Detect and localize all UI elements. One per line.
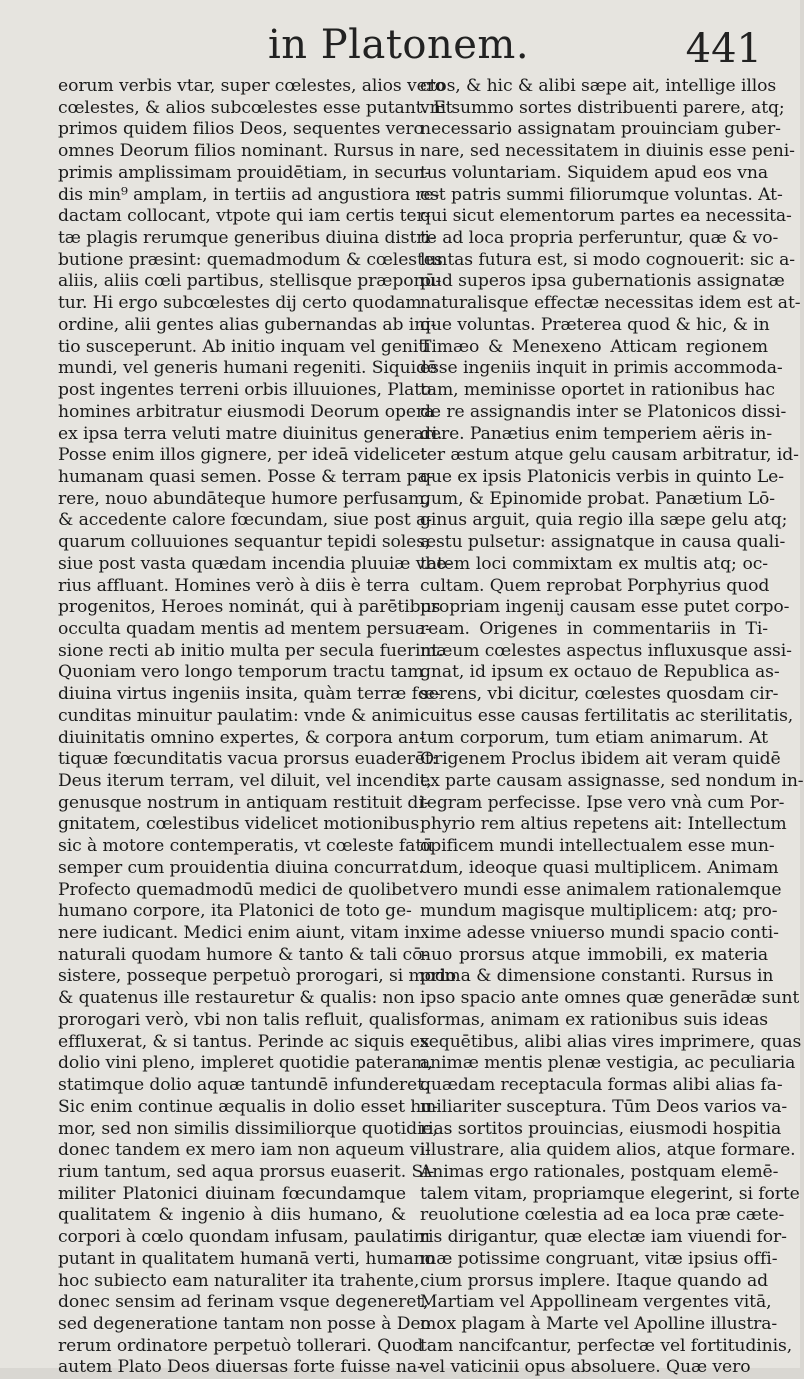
text-line: Quoniam vero longo temporum tractu tam	[58, 662, 424, 683]
right-column	[420, 76, 804, 1379]
page-number: 441	[685, 26, 762, 72]
text-line: ginus arguit, quia regio illa sæpe gelu atq;	[420, 510, 788, 531]
text-line: qui sicut elementorum partes ea necessita-	[420, 206, 792, 227]
text-line: ordine, alii gentes alias gubernandas ab ini-	[58, 314, 437, 335]
text-line: dactam collocant, vtpote qui iam certis ter-	[58, 206, 431, 227]
text-line: vni summo sortes distribuenti parere, atq;	[420, 97, 785, 118]
text-line: donec tandem ex mero iam non aqueum vi-	[58, 1140, 431, 1161]
text-line: rius affluant. Homines verò à diis è terra	[58, 575, 410, 596]
text-line: mundum magisque multiplicem: atq; pro-	[420, 901, 778, 922]
text-line: effluxerat, & si tantus. Perinde ac siquis ex	[58, 1031, 430, 1052]
text-line: genusque nostrum in antiquam restituit di-	[58, 792, 430, 813]
text-line: putant in qualitatem humanā verti, humano	[58, 1248, 435, 1269]
text-line: militer Platonici diuinam fœcundamque	[58, 1183, 406, 1204]
text-line: gnat, id ipsum ex octauo de Republica as-	[420, 662, 780, 683]
text-line: eorum verbis vtar, super cœlestes, alios vero	[58, 76, 446, 96]
text-line: quarum colluuiones sequantur tepidi soles,	[58, 532, 431, 553]
text-line: butione præsint: quemadmodum & cœlestes	[58, 249, 443, 270]
text-line: naturalisque effectæ necessitas idem est at-	[420, 293, 801, 314]
text-line: gnitatem, cœlestibus videlicet motionibus	[58, 814, 420, 835]
text-line: semper cum prouidentia diuina concurrat.	[58, 857, 424, 878]
page-header	[0, 18, 800, 74]
text-line: tam, meminisse oportet in rationibus hac	[420, 380, 775, 401]
text-line: est patris summi filiorumque voluntas. At-	[420, 184, 783, 205]
text-line: pud superos ipsa gubernationis assignatæ	[420, 271, 785, 292]
text-line: tus voluntariam. Siquidem apud eos vna	[420, 162, 768, 183]
text-line: talem vitam, propriamque elegerint, si forte	[420, 1183, 800, 1204]
text-line: reuolutione cœlestia ad ea loca præ cæte-	[420, 1205, 785, 1226]
text-line: & quatenus ille restauretur & qualis: non	[58, 988, 415, 1009]
text-line: formas, animam ex rationibus suis ideas	[420, 1009, 768, 1030]
text-columns	[0, 76, 804, 1378]
text-line: ex parte causam assignasse, sed nondum in-	[420, 771, 804, 791]
text-line: humanam quasi semen. Posse & terram pa-	[58, 466, 434, 487]
text-line: quædam receptacula formas alibi alias fa-	[420, 1075, 783, 1096]
text-line: sione recti ab initio multa per secula fuerint.	[58, 640, 444, 661]
text-line: progenitos, Heroes nominát, qui à parētibus	[58, 597, 441, 618]
text-line: necessario assignatam prouinciam guber-	[420, 119, 781, 140]
text-line: ter æstum atque gelu causam arbitratur, id-	[420, 445, 799, 466]
text-line: dis min⁹ amplam, in tertiis ad angustiora re-	[58, 184, 440, 205]
text-line: Deus iterum terram, vel diluit, vel incendit,	[58, 771, 432, 791]
text-line: ex ipsa terra veluti matre diuinitus generari.	[58, 423, 443, 444]
text-line: esse ingeniis inquit in primis accommoda-	[420, 358, 783, 379]
text-line: naturali quodam humore & tanto & tali cō-	[58, 944, 429, 965]
text-line: humano corpore, ita Platonici de toto ge-	[58, 901, 412, 922]
text-line: que voluntas. Præterea quod & hic, & in	[420, 314, 770, 335]
text-line: vero mundi esse animalem rationalemque	[420, 879, 782, 900]
text-line: tum corporum, tum etiam animarum. At	[420, 727, 768, 748]
text-line: que ex ipsis Platonicis verbis in quinto Le-	[420, 466, 784, 487]
text-line: xime adesse vniuerso mundi spacio conti-	[420, 923, 779, 944]
text-line: post ingentes terreni orbis illuuiones, Plato	[58, 380, 432, 401]
text-line: æstu pulsetur: assignatque in causa quali-	[420, 532, 786, 553]
text-line: hoc subiecto eam naturaliter ita trahente,	[58, 1270, 420, 1291]
text-line: sic à motore contemperatis, vt cœleste fatū	[58, 836, 434, 857]
text-line: mor, sed non similis dissimiliorque quotidie,	[58, 1118, 438, 1139]
text-line: Posse enim illos gignere, per ideā videlicet	[58, 445, 428, 466]
text-line: sequētibus, alibi alias vires imprimere, quas	[420, 1031, 802, 1052]
text-line: primis amplissimam prouidētiam, in secun-	[58, 162, 431, 183]
text-line: ream. Origenes in commentariis in Ti-	[420, 618, 768, 639]
text-line: opificem mundi intellectualem esse mun-	[420, 836, 775, 857]
text-line: tio susceperunt. Ab initio inquam vel geniti	[58, 336, 431, 357]
text-line: Profecto quemadmodū medici de quolibet	[58, 879, 419, 900]
text-line: cuitus esse causas fertilitatis ac sterilitatis,	[420, 705, 794, 726]
text-line: diuina virtus ingeniis insita, quàm terræ fœ-	[58, 684, 441, 705]
text-line: cunditas minuitur paulatim: vnde & animi	[58, 705, 420, 726]
text-line: vel vaticinii opus absoluere. Quæ vero	[420, 1357, 751, 1378]
text-line: rium tantum, sed aqua prorsus euaserit. Si-	[58, 1161, 435, 1182]
text-line: dere. Panætius enim temperiem aëris in-	[420, 423, 773, 444]
text-line: siue post vasta quædam incendia pluuiæ vbe-	[58, 553, 452, 574]
text-line: primos quidem filios Deos, sequentes vero	[58, 119, 424, 140]
text-line: Sic enim continue æqualis in dolio esset hu-	[58, 1096, 438, 1117]
text-line: rerum ordinatore perpetuò tollerari. Quod	[58, 1335, 424, 1356]
text-line: mæ potissime congruant, vitæ ipsius offi-	[420, 1248, 778, 1269]
text-line: miliariter susceptura. Tūm Deos varios va-	[420, 1096, 788, 1117]
text-line: animæ mentis plenæ vestigia, ac peculiaria	[420, 1053, 796, 1074]
text-line: & accedente calore fœcundam, siue post a-	[58, 510, 432, 531]
text-line: Animas ergo rationales, postquam elemē-	[420, 1161, 779, 1182]
text-line: prima & dimensione constanti. Rursus in	[420, 966, 774, 987]
text-line: corpori à cœlo quondam infusam, paulatim	[58, 1227, 430, 1248]
text-line: rias sortitos prouincias, eiusmodi hospitia	[420, 1118, 782, 1139]
left-column	[58, 76, 457, 1379]
running-title: in Platonem.	[268, 22, 530, 68]
text-line: de re assignandis inter se Platonicos dissi-	[420, 401, 787, 422]
text-line: illustrare, alia quidem alios, atque formare.	[420, 1140, 796, 1161]
text-line: sistere, posseque perpetuò prorogari, si modo	[58, 966, 457, 987]
text-line: gum, & Epinomide probat. Panætium Lō-	[420, 488, 775, 509]
text-line: nare, sed necessitatem in diuinis esse peni-	[420, 141, 795, 162]
text-line: ris dirigantur, quæ electæ iam viuendi for-	[420, 1227, 787, 1248]
text-line: sed degeneratione tantam non posse à Deo	[58, 1313, 431, 1334]
text-line: Origenem Proclus ibidem ait veram quidē	[420, 749, 781, 770]
text-line: nuo prorsus atque immobili, ex materia	[420, 944, 768, 965]
text-line: dum, ideoque quasi multiplicem. Animam	[420, 857, 779, 878]
text-line: nere iudicant. Medici enim aiunt, vitam in	[58, 923, 421, 944]
text-line: mæum cœlestes aspectus influxusque assi-	[420, 640, 792, 661]
text-line: cœlestes, & alios subcœlestes esse putant. Et	[58, 97, 453, 118]
text-line: autem Plato Deos diuersas forte fuisse na-	[58, 1357, 423, 1378]
text-line: homines arbitratur eiusmodi Deorum opera	[58, 401, 435, 422]
text-line: ipso spacio ante omnes quæ generādæ sunt	[420, 988, 800, 1009]
text-line: ctos, & hic & alibi sæpe ait, intellige illos	[420, 76, 777, 96]
text-line: cium prorsus implere. Itaque quando ad	[420, 1270, 768, 1291]
text-line: aliis, aliis cœli partibus, stellisque præponū-	[58, 271, 442, 292]
text-line: luntas futura est, si modo cognouerit: sic a-	[420, 249, 795, 270]
text-line: mundi, vel generis humani regeniti. Siquidē	[58, 358, 438, 379]
text-line: serens, vbi dicitur, cœlestes quosdam cir-	[420, 684, 779, 705]
text-line: statimque dolio aquæ tantundē infunderet.	[58, 1075, 430, 1096]
text-line: tam nancifcantur, perfectæ vel fortitudinis,	[420, 1335, 793, 1356]
text-line: rere, nouo abundāteque humore perfusam,	[58, 488, 430, 509]
text-line: tæ plagis rerumque generibus diuina distri-	[58, 228, 436, 249]
text-line: cultam. Quem reprobat Porphyrius quod	[420, 575, 770, 596]
text-line: Martiam vel Appollineam vergentes vitā,	[420, 1292, 772, 1313]
text-line: dolio vini pleno, impleret quotidie pateram,	[58, 1053, 433, 1074]
text-line: tatem loci commixtam ex multis atq; oc-	[420, 553, 768, 574]
text-line: Timæo & Menexeno Atticam regionem	[420, 336, 768, 357]
text-line: tiquæ fœcunditatis vacua prorsus euaderēt:	[58, 749, 438, 770]
text-line: te ad loca propria perferuntur, quæ & vo-	[420, 228, 779, 249]
text-line: diuinitatis omnino expertes, & corpora an-	[58, 727, 425, 748]
text-line: prorogari verò, vbi non talis refluit, qualis	[58, 1009, 421, 1030]
text-line: occulta quadam mentis ad mentem persua-	[58, 618, 431, 639]
text-line: phyrio rem altius repetens ait: Intellectum	[420, 814, 787, 835]
text-line: propriam ingenij causam esse putet corpo-	[420, 597, 790, 618]
text-line: omnes Deorum filios nominant. Rursus in	[58, 141, 416, 162]
text-line: qualitatem & ingenio à diis humano, &	[58, 1205, 406, 1226]
text-line: tegram perfecisse. Ipse vero vnà cum Por-	[420, 792, 785, 813]
text-line: donec sensim ad ferinam vsque degeneret,	[58, 1292, 429, 1313]
text-line: mox plagam à Marte vel Apolline illustra-	[420, 1313, 778, 1334]
text-line: tur. Hi ergo subcœlestes dij certo quodam	[58, 293, 422, 314]
